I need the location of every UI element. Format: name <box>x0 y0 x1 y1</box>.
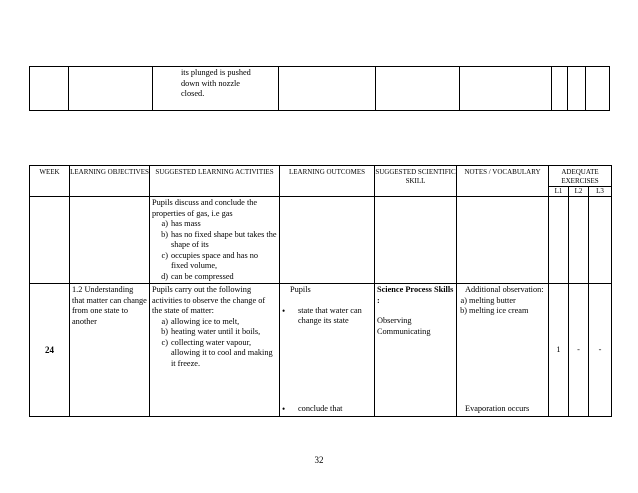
gas-skill-cell <box>375 197 457 284</box>
notes-intro: Additional observation: <box>465 285 544 294</box>
header-skill: SUGGESTED SCIENTIFIC SKILL <box>375 166 457 197</box>
outcome-cell <box>280 284 375 417</box>
bullet-icon: • <box>282 403 286 414</box>
outcome-bullet: • state that water can change its state <box>282 305 362 325</box>
list-item: c) occupies space and has no fixed volume, <box>161 250 259 270</box>
header-exercises: ADEQUATE EXERCISES <box>549 166 612 187</box>
list-item: b) heating water until it boils, <box>161 327 261 336</box>
bullet-icon: • <box>282 305 286 316</box>
cont-objectives-cell <box>69 67 153 111</box>
notes-list <box>459 296 546 317</box>
cont-activity-line: down with nozzle <box>181 78 240 88</box>
l2-value: - <box>569 284 589 417</box>
header-l2: L2 <box>569 187 589 197</box>
activity-intro: Pupils carry out the following activities to observe the change of the state of matter: <box>152 285 266 315</box>
cont-notes-cell <box>460 67 552 111</box>
gas-activity-cell <box>150 197 280 284</box>
gas-properties-list <box>152 219 277 282</box>
gas-intro: Pupils discuss and conclude the properties of gas, i.e gas <box>152 198 258 218</box>
lesson-plan-table <box>29 165 612 417</box>
cont-week-cell <box>30 67 69 111</box>
cont-outcomes-cell <box>279 67 376 111</box>
gas-outcome-cell <box>280 197 375 284</box>
gas-l3-cell <box>589 197 612 284</box>
outcome-bullet: • conclude that <box>282 403 343 414</box>
week-number: 24 <box>30 284 70 417</box>
header-outcomes: LEARNING OUTCOMES <box>280 166 375 197</box>
cont-activities-cell <box>153 67 279 111</box>
notes-bottom: Evaporation occurs <box>465 403 530 413</box>
cont-l1-cell <box>552 67 568 111</box>
list-item: d) can be compressed <box>161 271 234 281</box>
gas-l1-cell <box>549 197 569 284</box>
list-item: a) allowing ice to melt, <box>161 316 240 326</box>
header-week: WEEK <box>30 166 70 197</box>
cont-skill-cell <box>376 67 460 111</box>
list-item: c) collecting water vapour, allowing it to cool and making it freeze. <box>161 337 273 368</box>
header-l1: L1 <box>549 187 569 197</box>
l1-value: 1 <box>549 284 569 417</box>
list-item: a) has mass <box>161 219 201 228</box>
cont-activity-line: closed. <box>181 89 205 98</box>
skill-heading: Science Process Skills : <box>377 285 454 305</box>
cont-activity-line: its plunged is pushed <box>181 68 251 77</box>
gas-objective-cell <box>70 197 150 284</box>
outcome-intro: Pupils <box>290 285 311 294</box>
gas-notes-cell <box>457 197 549 284</box>
skill-item: Observing <box>377 316 412 325</box>
activity-list <box>152 317 277 370</box>
header-notes: NOTES / VOCABULARY <box>457 166 549 197</box>
gas-l2-cell <box>569 197 589 284</box>
cont-l3-cell <box>586 67 610 111</box>
header-activities: SUGGESTED LEARNING ACTIVITIES <box>150 166 280 197</box>
cont-l2-cell <box>568 67 586 111</box>
objective-cell: 1.2 Understanding that matter can change from one state to another <box>70 284 150 417</box>
header-l3: L3 <box>589 187 612 197</box>
skill-item: Communicating <box>377 326 431 336</box>
skill-cell <box>375 284 457 417</box>
gas-week-cell <box>30 197 70 284</box>
header-objectives: LEARNING OBJECTIVES <box>70 166 150 197</box>
notes-cell <box>457 284 549 417</box>
page-number: 32 <box>314 455 324 465</box>
continuation-table <box>29 66 610 111</box>
activity-cell <box>150 284 280 417</box>
list-item: b) has no fixed shape but takes the shape of its <box>161 229 277 249</box>
list-item: b) melting ice cream <box>460 306 529 315</box>
l3-value: - <box>589 284 612 417</box>
list-item: a) melting butter <box>460 295 516 305</box>
